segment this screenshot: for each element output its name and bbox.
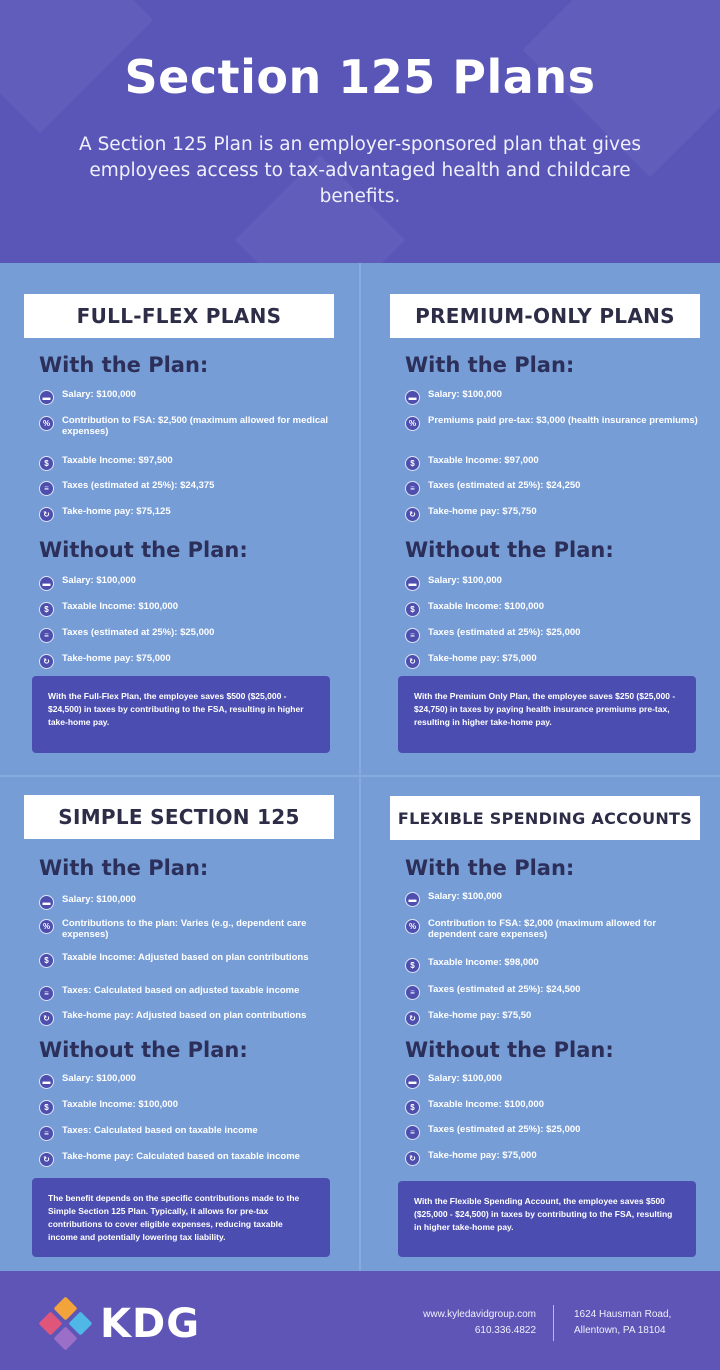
dollar-icon: $ bbox=[405, 1100, 420, 1115]
hand-money-icon: ↻ bbox=[39, 507, 54, 522]
list-item bbox=[39, 1073, 339, 1089]
item-text: Take-home pay: $75,000 bbox=[428, 1150, 537, 1161]
with-plan-heading: With the Plan: bbox=[39, 856, 209, 880]
dollar-icon: $ bbox=[39, 953, 54, 968]
list-item bbox=[39, 1099, 339, 1115]
item-text: Taxable Income: $97,500 bbox=[62, 455, 173, 466]
hand-money-icon: ↻ bbox=[39, 654, 54, 669]
list-item bbox=[39, 1151, 339, 1167]
item-text: Salary: $100,000 bbox=[62, 894, 136, 905]
list-item bbox=[405, 575, 705, 591]
hand-money-icon: ↻ bbox=[39, 1011, 54, 1026]
list-item bbox=[39, 1125, 339, 1141]
list-item bbox=[405, 984, 705, 1000]
list-item bbox=[405, 1099, 705, 1115]
list-item bbox=[405, 506, 705, 522]
without-plan-heading: Without the Plan: bbox=[39, 1038, 248, 1062]
list-item bbox=[39, 480, 339, 496]
item-text: Take-home pay: $75,125 bbox=[62, 506, 171, 517]
dollar-icon: $ bbox=[405, 456, 420, 471]
list-item bbox=[405, 1150, 705, 1166]
money-icon: ▬ bbox=[405, 576, 420, 591]
without-plan-heading: Without the Plan: bbox=[39, 538, 248, 562]
hand-money-icon: ↻ bbox=[405, 507, 420, 522]
item-text: Contribution to FSA: $2,000 (maximum allowed for dependent care expenses) bbox=[428, 918, 657, 940]
hand-money-icon: ↻ bbox=[405, 1151, 420, 1166]
document-icon: ≡ bbox=[405, 481, 420, 496]
footer bbox=[0, 1271, 720, 1370]
savings-note: With the Premium Only Plan, the employee saves $250 ($25,000 - $24,750) in taxes by paying health insurance premiums pre-tax, resulting in higher take-home pay. bbox=[398, 676, 696, 753]
address-line-1: 1624 Hausman Road, bbox=[574, 1309, 672, 1320]
list-item bbox=[39, 389, 339, 405]
item-text: Salary: $100,000 bbox=[62, 575, 136, 586]
item-text: Taxable Income: $100,000 bbox=[62, 601, 178, 612]
percent-icon: % bbox=[39, 416, 54, 431]
document-icon: ≡ bbox=[39, 986, 54, 1001]
phone-number: 610.336.4822 bbox=[474, 1325, 536, 1336]
item-text: Take-home pay: Adjusted based on plan contributions bbox=[62, 1010, 307, 1021]
list-item bbox=[39, 506, 339, 522]
document-icon: ≡ bbox=[39, 1126, 54, 1141]
hand-money-icon: ↻ bbox=[39, 1152, 54, 1167]
list-item bbox=[405, 415, 705, 431]
list-item bbox=[405, 480, 705, 496]
document-icon: ≡ bbox=[39, 628, 54, 643]
document-icon: ≡ bbox=[405, 985, 420, 1000]
list-item bbox=[405, 653, 705, 669]
item-text: Contribution to FSA: $2,500 (maximum allowed for medical expenses) bbox=[62, 415, 329, 437]
item-text: Contributions to the plan: Varies (e.g., dependent care expenses) bbox=[62, 918, 307, 940]
list-item bbox=[405, 891, 705, 907]
document-icon: ≡ bbox=[405, 1125, 420, 1140]
percent-icon: % bbox=[39, 919, 54, 934]
item-text: Taxes (estimated at 25%): $24,375 bbox=[62, 480, 215, 491]
dollar-icon: $ bbox=[39, 1100, 54, 1115]
list-item bbox=[405, 1073, 705, 1089]
plan-title: PREMIUM-ONLY PLANS bbox=[390, 294, 700, 338]
with-plan-heading: With the Plan: bbox=[405, 353, 575, 377]
list-item bbox=[39, 1010, 339, 1026]
item-text: Taxes (estimated at 25%): $25,000 bbox=[428, 627, 581, 638]
list-item bbox=[405, 389, 705, 405]
page-title: Section 125 Plans bbox=[124, 50, 596, 104]
item-text: Salary: $100,000 bbox=[428, 575, 502, 586]
money-icon: ▬ bbox=[39, 895, 54, 910]
item-text: Taxes: Calculated based on taxable income bbox=[62, 1125, 258, 1136]
list-item bbox=[405, 627, 705, 643]
list-item bbox=[405, 601, 705, 617]
item-text: Taxable Income: Adjusted based on plan contributions bbox=[62, 952, 309, 963]
dollar-icon: $ bbox=[39, 456, 54, 471]
list-item bbox=[39, 415, 339, 437]
item-text: Taxes (estimated at 25%): $24,250 bbox=[428, 480, 581, 491]
logo-text: KDG bbox=[100, 1301, 201, 1347]
list-item bbox=[405, 455, 705, 471]
list-item bbox=[405, 918, 705, 940]
item-text: Taxes (estimated at 25%): $25,000 bbox=[428, 1124, 581, 1135]
money-icon: ▬ bbox=[405, 892, 420, 907]
page-subtitle: A Section 125 Plan is an employer-sponsored plan that gives employees access to tax-advantaged health and childcare benefits. bbox=[79, 134, 641, 207]
item-text: Take-home pay: $75,750 bbox=[428, 506, 537, 517]
list-item bbox=[405, 1010, 705, 1026]
item-text: Taxable Income: $100,000 bbox=[62, 1099, 178, 1110]
item-text: Salary: $100,000 bbox=[62, 1073, 136, 1084]
list-item bbox=[39, 575, 339, 591]
item-text: Salary: $100,000 bbox=[428, 891, 502, 902]
money-icon: ▬ bbox=[39, 1074, 54, 1089]
item-text: Taxable Income: $97,000 bbox=[428, 455, 539, 466]
item-text: Premiums paid pre-tax: $3,000 (health insurance premiums) bbox=[428, 415, 698, 426]
list-item bbox=[39, 894, 339, 910]
with-plan-heading: With the Plan: bbox=[405, 856, 575, 880]
with-plan-heading: With the Plan: bbox=[39, 353, 209, 377]
item-text: Taxable Income: $100,000 bbox=[428, 1099, 544, 1110]
item-text: Taxable Income: $100,000 bbox=[428, 601, 544, 612]
percent-icon: % bbox=[405, 416, 420, 431]
list-item bbox=[39, 653, 339, 669]
plan-title: SIMPLE SECTION 125 bbox=[24, 795, 334, 839]
hand-money-icon: ↻ bbox=[405, 654, 420, 669]
item-text: Taxes (estimated at 25%): $25,000 bbox=[62, 627, 215, 638]
money-icon: ▬ bbox=[39, 390, 54, 405]
header-banner bbox=[0, 0, 720, 263]
plan-title: FULL-FLEX PLANS bbox=[24, 294, 334, 338]
money-icon: ▬ bbox=[39, 576, 54, 591]
website-link[interactable]: www.kyledavidgroup.com bbox=[423, 1309, 536, 1320]
dollar-icon: $ bbox=[405, 602, 420, 617]
without-plan-heading: Without the Plan: bbox=[405, 1038, 614, 1062]
savings-note: With the Full-Flex Plan, the employee saves $500 ($25,000 - $24,500) in taxes by contributing to the FSA, resulting in higher take-home pay. bbox=[32, 676, 330, 753]
list-item bbox=[39, 952, 339, 968]
item-text: Take-home pay: $75,000 bbox=[62, 653, 171, 664]
money-icon: ▬ bbox=[405, 1074, 420, 1089]
item-text: Take-home pay: $75,000 bbox=[428, 653, 537, 664]
without-plan-heading: Without the Plan: bbox=[405, 538, 614, 562]
logo-mark-icon bbox=[40, 1298, 92, 1350]
footer-divider bbox=[553, 1305, 554, 1341]
money-icon: ▬ bbox=[405, 390, 420, 405]
item-text: Salary: $100,000 bbox=[62, 389, 136, 400]
list-item bbox=[39, 627, 339, 643]
list-item bbox=[39, 985, 339, 1001]
list-item bbox=[39, 455, 339, 471]
hand-money-icon: ↻ bbox=[405, 1011, 420, 1026]
document-icon: ≡ bbox=[405, 628, 420, 643]
grid-divider-vertical bbox=[359, 263, 361, 1271]
item-text: Take-home pay: $75,50 bbox=[428, 1010, 532, 1021]
list-item bbox=[39, 601, 339, 617]
item-text: Take-home pay: Calculated based on taxable income bbox=[62, 1151, 300, 1162]
list-item bbox=[405, 1124, 705, 1140]
address-line-2: Allentown, PA 18104 bbox=[574, 1325, 666, 1336]
plan-title: FLEXIBLE SPENDING ACCOUNTS bbox=[390, 796, 700, 840]
item-text: Salary: $100,000 bbox=[428, 1073, 502, 1084]
contact-address bbox=[574, 1307, 671, 1339]
document-icon: ≡ bbox=[39, 481, 54, 496]
item-text: Taxes: Calculated based on adjusted taxable income bbox=[62, 985, 300, 996]
list-item bbox=[39, 918, 339, 940]
savings-note: The benefit depends on the specific contributions made to the Simple Section 125 Plan. Typically, it allows for pre-tax contributions to cover eligible expenses, reducing taxable income and potentially lowering tax liability. bbox=[32, 1178, 330, 1257]
savings-note: With the Flexible Spending Account, the employee saves $500 ($25,000 - $24,500) in taxes by contributing to the FSA, resulting in higher take-home pay. bbox=[398, 1181, 696, 1257]
list-item bbox=[405, 957, 705, 973]
item-text: Taxes (estimated at 25%): $24,500 bbox=[428, 984, 581, 995]
dollar-icon: $ bbox=[39, 602, 54, 617]
dollar-icon: $ bbox=[405, 958, 420, 973]
kdg-logo bbox=[40, 1298, 200, 1350]
contact-web-phone bbox=[423, 1307, 536, 1339]
grid-divider-horizontal bbox=[0, 775, 720, 777]
percent-icon: % bbox=[405, 919, 420, 934]
item-text: Salary: $100,000 bbox=[428, 389, 502, 400]
item-text: Taxable Income: $98,000 bbox=[428, 957, 539, 968]
